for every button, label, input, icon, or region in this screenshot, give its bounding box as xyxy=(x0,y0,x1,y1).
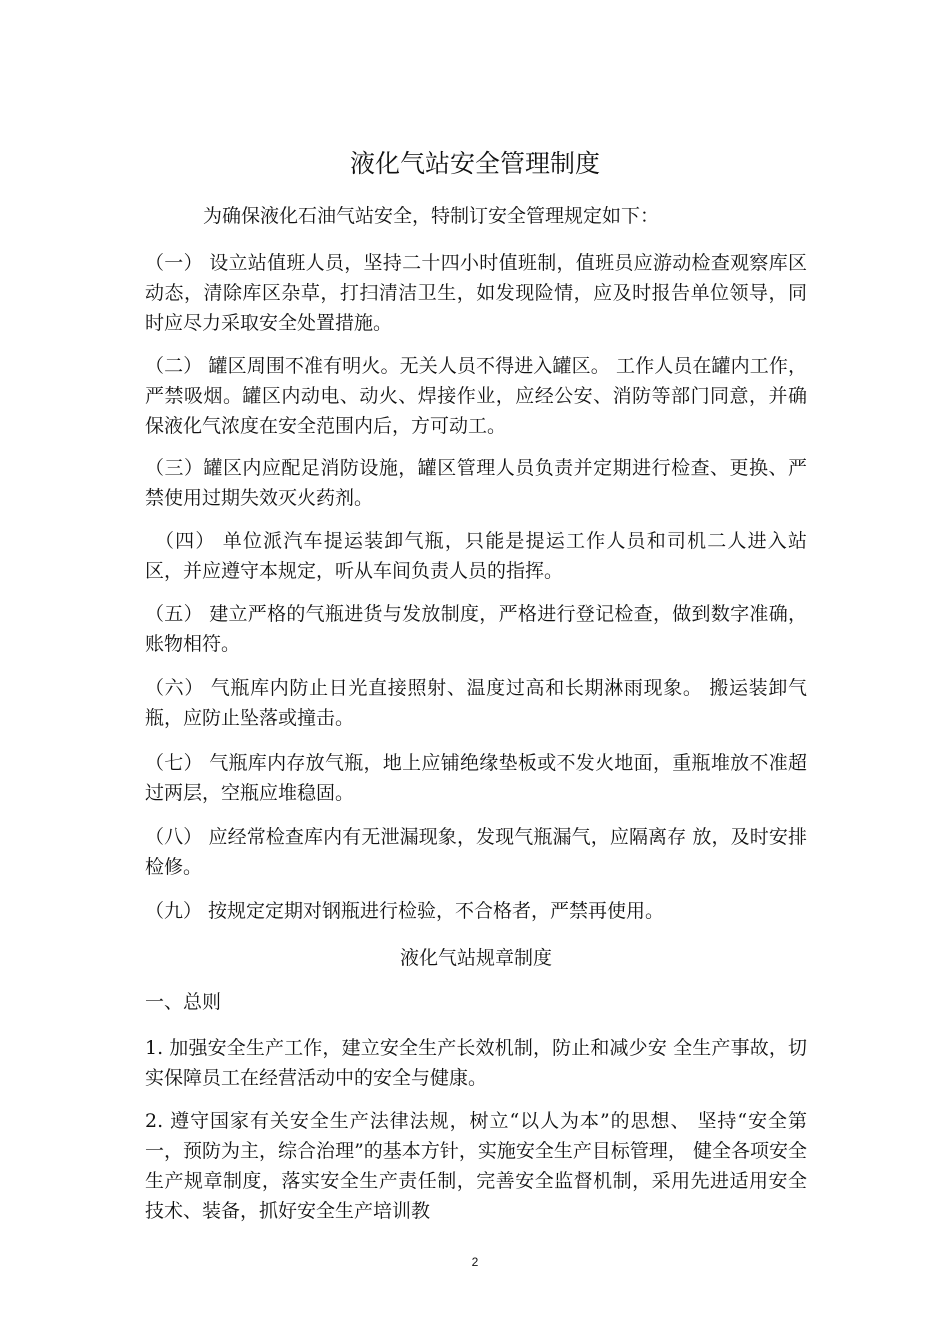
rule-item-1: （一） 设立站值班人员，坚持二十四小时值班制，值班员应游动检查观察库区动态，清除库区杂草，打扫清洁卫生，如发现险情，应及时报告单位领导，同时应尽力采取安全处置措施。 xyxy=(145,252,807,334)
general-item-2: 2. 遵守国家有关安全生产法律法规，树立“以人为本”的思想、 坚持“安全第一，预防为主，综合治理”的基本方针，实施安全生产目标管理， 健全各项安全生产规章制度，落实安全生产责任制，完善安全监督机制，采用先进适用安全技术、装备，抓好安全生产培训教 xyxy=(145,1110,807,1222)
rule-item-8: （八） 应经常检查库内有无泄漏现象，发现气瓶漏气，应隔离存 放，及时安排检修。 xyxy=(145,826,807,878)
page-number: 2 xyxy=(471,1255,479,1269)
rule-item-4: （四） 单位派汽车提运装卸气瓶，只能是提运工作人员和司机二人进入站区，并应遵守本规定，听从车间负责人员的指挥。 xyxy=(145,530,807,582)
section-heading: 一、总则 xyxy=(145,991,222,1013)
general-item-1: 1. 加强安全生产工作，建立安全生产长效机制，防止和减少安 全生产事故，切实保障员工在经营活动中的安全与健康。 xyxy=(145,1037,807,1089)
document-title: 液化气站安全管理制度 xyxy=(349,149,600,178)
rule-item-3: （三）罐区内应配足消防设施，罐区管理人员负责并定期进行检查、更换、严禁使用过期失效灭火药剂。 xyxy=(145,457,807,509)
intro-paragraph: 为确保液化石油气站安全，特制订安全管理规定如下： xyxy=(203,205,660,227)
rule-item-5: （五） 建立严格的气瓶进货与发放制度，严格进行登记检查，做到数字准确，账物相符。 xyxy=(145,603,807,655)
rule-item-7: （七） 气瓶库内存放气瓶，地上应铺绝缘垫板或不发火地面，重瓶堆放不准超过两层，空瓶应堆稳固。 xyxy=(145,752,807,804)
rule-item-6: （六） 气瓶库内防止日光直接照射、温度过高和长期淋雨现象。 搬运装卸气瓶，应防止坠落或撞击。 xyxy=(145,677,807,729)
rule-item-2: （二） 罐区周围不准有明火。无关人员不得进入罐区。 工作人员在罐内工作，严禁吸烟。罐区内动电、动火、焊接作业，应经公安、消防等部门同意，并确保液化气浓度在安全范围内后，方可动工。 xyxy=(145,355,807,437)
rule-item-9: （九） 按规定定期对钢瓶进行检验，不合格者，严禁再使用。 xyxy=(145,900,665,922)
section-subtitle: 液化气站规章制度 xyxy=(399,947,552,969)
